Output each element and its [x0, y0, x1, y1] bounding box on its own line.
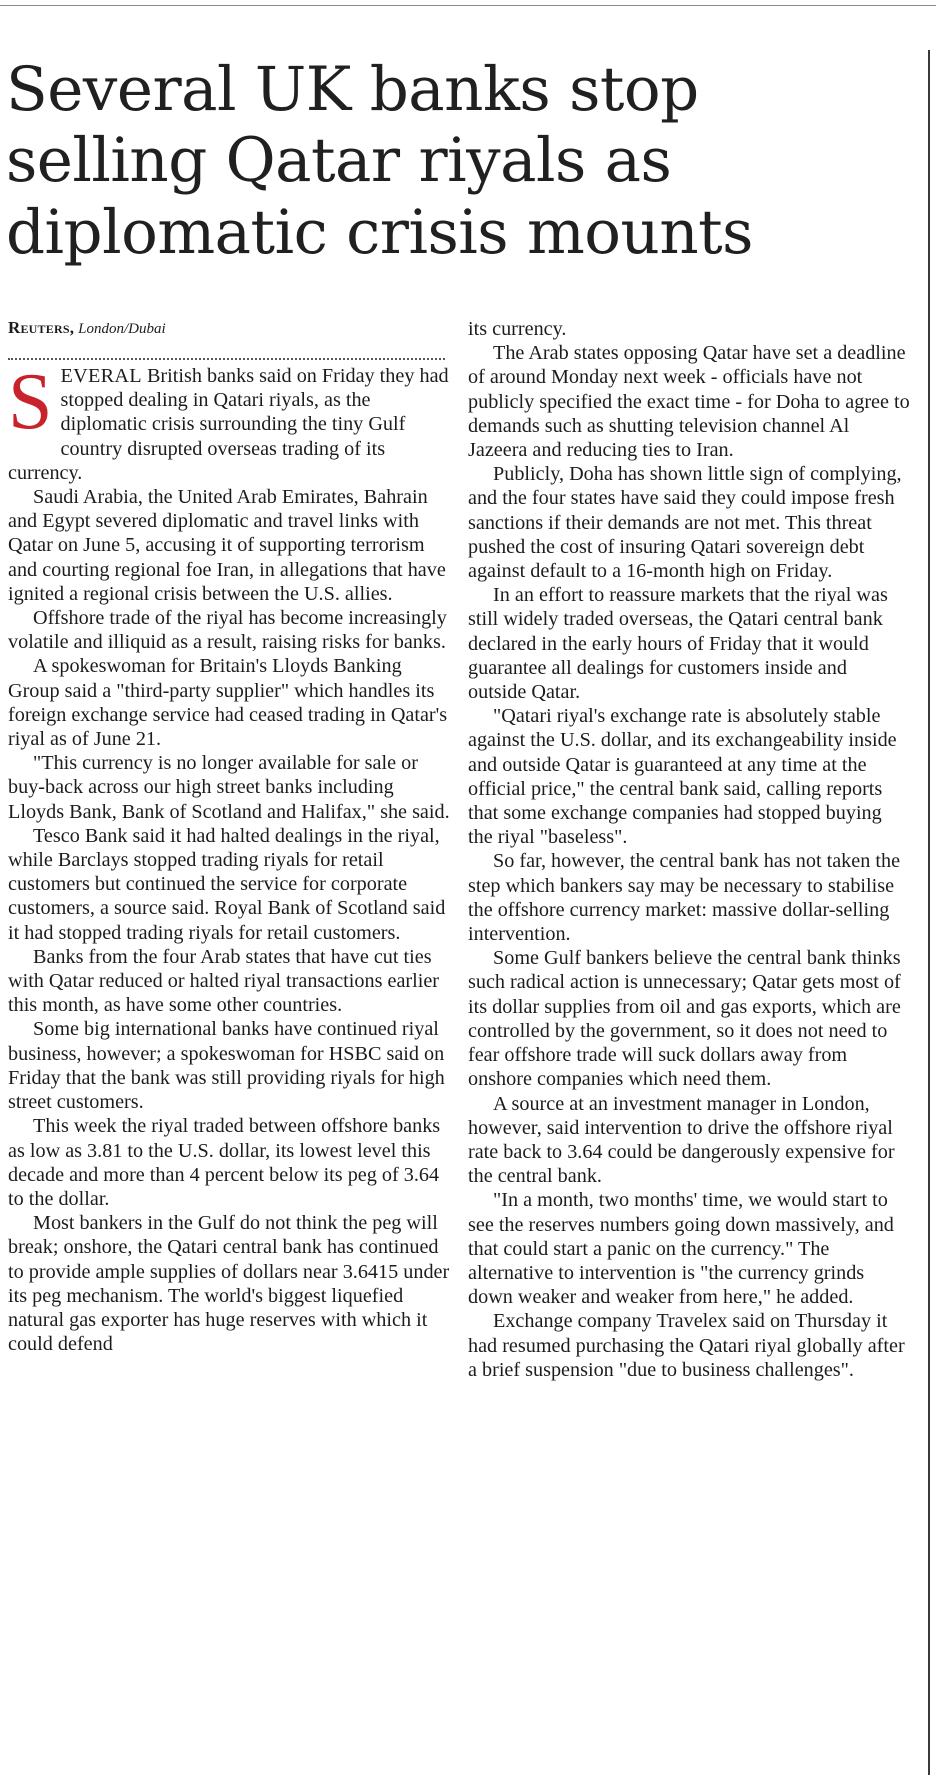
column-side-rule [928, 50, 930, 1775]
paragraph: "Qatari riyal's exchange rate is absolutely stable against the U.S. dollar, and its exchangeability inside and outside Qatar is guaranteed at any time at the official price," the central bank said, calling reports that some exchange companies had stopped buying the riyal "baseless". [468, 705, 897, 849]
byline-dateline: London/Dubai [78, 321, 166, 337]
top-rule [0, 5, 936, 6]
lead-text: British banks said on Friday they had stopped dealing in Qatari riyals, as the diplomatic crisis surrounding the tiny Gulf country disrupted overseas trading of its currency. [8, 365, 449, 484]
paragraph: This week the riyal traded between offshore banks as low as 3.81 to the U.S. dollar, its lowest level this decade and more than 4 percent below its peg of 3.64 to the dollar. [8, 1115, 441, 1210]
article-column-right [468, 317, 910, 1382]
paragraph: Some Gulf bankers believe the central bank thinks such radical action is unnecessary; Qatar gets most of its dollar supplies from oil and gas exports, which are controlled by the government, so it does not need to fear offshore trade will suck dollars away from onshore companies which need them. [468, 947, 901, 1091]
lead-caps: EVERAL [60, 365, 142, 387]
paragraph: A source at an investment manager in London, however, said intervention to drive the offshore riyal rate back to 3.64 could be dangerously expensive for the central bank. [468, 1092, 895, 1188]
paragraph: In an effort to reassure markets that the riyal was still widely traded overseas, the Qatari central bank declared in the early hours of Friday that it would guarantee all dealings for customers inside and outside Qatar. [468, 584, 888, 704]
drop-cap: S [8, 358, 53, 446]
paragraph: Saudi Arabia, the United Arab Emirates, Bahrain and Egypt severed diplomatic and travel links with Qatar on June 5, accusing it of supporting terrorism and courting regional foe Iran, in allegations that have ignited a regional crisis between the U.S. allies. [8, 486, 446, 605]
article-headline: Several UK banks stop selling Qatar riyals as diplomatic crisis mounts [6, 54, 753, 268]
lead-paragraph [8, 358, 450, 485]
paragraph: Tesco Bank said it had halted dealings in the riyal, while Barclays stopped trading riyals for retail customers but continued the service for corporate customers, a source said. Royal Bank of Scotland said it had stopped trading riyals for retail customers. [8, 824, 446, 944]
article-column-left [8, 358, 450, 1356]
paragraph: Banks from the four Arab states that have cut ties with Qatar reduced or halted riyal transactions earlier this month, as have some other countries. [8, 945, 440, 1017]
paragraph-continuation: its currency. [468, 318, 567, 340]
paragraph: "This currency is no longer available for sale or buy-back across our high street banks including Lloyds Bank, Bank of Scotland and Halifax," she said. [8, 752, 450, 823]
byline-agency: Reuters, [8, 318, 75, 337]
paragraph: Most bankers in the Gulf do not think the peg will break; onshore, the Qatari central bank has continued to provide ample supplies of dollars near 3.6415 under its peg mechanism. The world's biggest liquefied natural gas exporter has huge reserves with which it could defend [8, 1212, 450, 1356]
paragraph: A spokeswoman for Britain's Lloyds Banking Group said a "third-party supplier" which handles its foreign exchange service had ceased trading in Qatar's riyal as of June 21. [8, 655, 448, 751]
paragraph: Offshore trade of the riyal has become increasingly volatile and illiquid as a result, raising risks for banks. [8, 607, 447, 654]
paragraph: Exchange company Travelex said on Thursday it had resumed purchasing the Qatari riyal globally after a brief suspension "due to business challenges". [468, 1310, 905, 1381]
byline-divider [8, 358, 445, 360]
paragraph: So far, however, the central bank has not taken the step which bankers say may be necessary to stabilise the offshore currency market: massive dollar-selling intervention. [468, 850, 901, 946]
paragraph: Publicly, Doha has shown little sign of complying, and the four states have said they could impose fresh sanctions if their demands are not met. This threat pushed the cost of insuring Qatari sovereign debt against default to a 16-month high on Friday. [468, 463, 902, 583]
byline [8, 319, 166, 337]
paragraph: "In a month, two months' time, we would start to see the reserves numbers going down massively, and that could start a panic on the currency." The alternative to intervention is "the currency grinds down weaker and weaker from here," he added. [468, 1189, 894, 1309]
paragraph: Some big international banks have continued riyal business, however; a spokeswoman for HSBC said on Friday that the bank was still providing riyals for high street customers. [8, 1018, 445, 1114]
paragraph: The Arab states opposing Qatar have set a deadline of around Monday next week - officials have not publicly specified the exact time - for Doha to agree to demands such as shutting television channel Al Jazeera and reducing ties to Iran. [468, 342, 910, 462]
